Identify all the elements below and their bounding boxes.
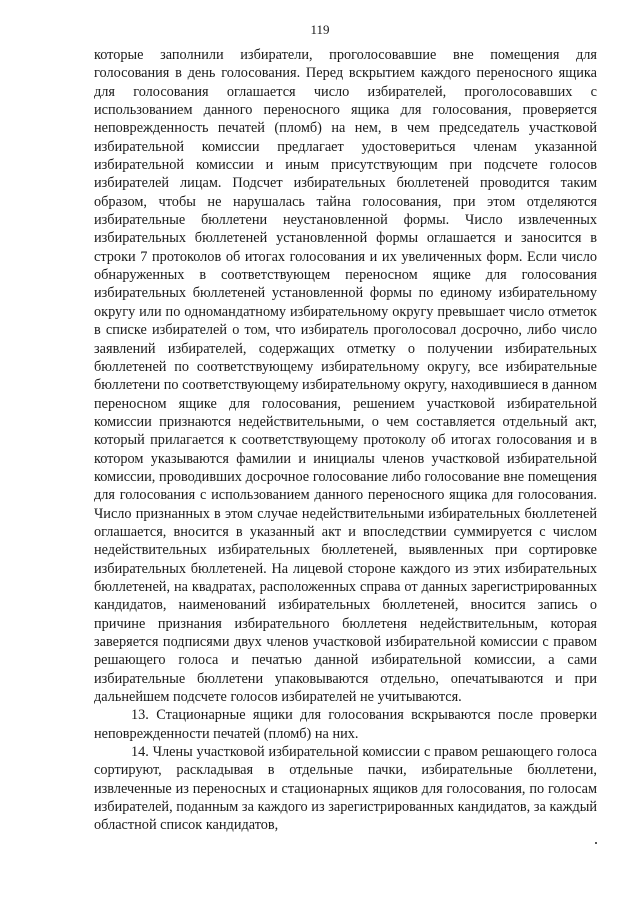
scan-speck [595,842,597,844]
paragraph-item-14: 14. Члены участковой избирательной комиссии с правом решающего голоса сортируют, раскладывая в отдельные пачки, избирательные бюллетени, извлеченные из переносных и стационарных ящиков для голосования, по голосам избирателей, поданным за каждого из зарегистрированных кандидатов, за каждый областной список кандидатов, [94,744,597,834]
paragraph-item-13: 13. Стационарные ящики для голосования вскрываются после проверки неповрежденности печатей (пломб) на них. [94,707,597,742]
page-number: 119 [310,22,330,37]
document-body [94,46,597,835]
paragraph-continued: которые заполнили избиратели, проголосовавшие вне помещения для голосования в день голосования. Перед вскрытием каждого переносного ящика для голосования оглашается число избирателей, проголосовавших с использованием данного переносного ящика для голосования, проверяется неповрежденность печатей (пломб) на нем, в чем председатель участковой избирательной комиссии предлагает удостовериться членам указанной избирательной комиссии и иным присутствующим при подсчете голосов избирателей лицам. Подсчет избирательных бюллетеней проводится таким образом, чтобы не нарушалась тайна голосования, при этом отделяются избирательные бюллетени неустановленной формы. Число извлеченных избирательных бюллетеней установленной формы оглашается и заносится в строки 7 протоколов об итогах голосования и их увеличенных форм. Если число обнаруженных в соответствующем переносном ящике для голосования избирательных бюллетеней установленной формы по единому избирательному округу или по одномандатному избирательному округу превышает число отметок в списке избирателей о том, что избиратель проголосовал досрочно, либо число заявлений избирателей, содержащих отметку о получении избирательных бюллетеней по соответствующему избирательному округу, все избирательные бюллетени по соответствующему избирательному округу, находившиеся в данном переносном ящике для голосования, решением участковой избирательной комиссии признаются недействительными, о чем составляется отдельный акт, который прилагается к соответствующему протоколу об итогах голосования и в котором указываются фамилии и инициалы членов участковой избирательной комиссии, проводивших досрочное голосование либо голосование вне помещения для голосования с использованием данного переносного ящика для голосования. Число признанных в этом случае недействительными избирательных бюллетеней оглашается, вносится в указанный акт и впоследствии суммируется с числом недействительных избирательных бюллетеней, выявленных при сортировке избирательных бюллетеней. На лицевой стороне каждого из этих избирательных бюллетеней, на квадратах, расположенных справа от данных зарегистрированных кандидатов, наименований избирательных бюллетеней, вносится запись о причине признания избирательного бюллетеня недействительным, которая заверяется подписями двух членов участковой избирательной комиссии с правом решающего голоса и печатью данной избирательной комиссии, а сами избирательные бюллетени упаковываются отдельно, опечатываются и при дальнейшем подсчете голосов избирателей не учитываются. [94,47,597,706]
